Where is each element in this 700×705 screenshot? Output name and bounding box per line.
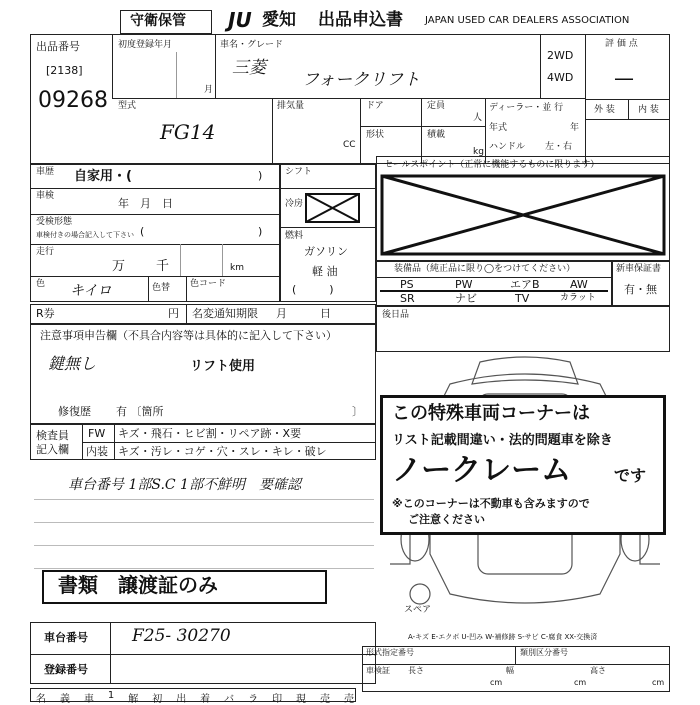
notice-line-5: ご注意ください — [408, 513, 485, 526]
new-car-value: 有・無 — [624, 283, 657, 296]
footer-cell: 義 — [59, 694, 70, 705]
eval-value: — — [614, 66, 634, 90]
exterior-label: 外 装 — [594, 105, 615, 115]
class-number-label: 類別区分番号 — [520, 648, 568, 657]
inspection-label: 車検 — [36, 191, 55, 201]
mileage-label: 走行 — [36, 247, 55, 257]
footer-cell: 印 — [272, 694, 283, 705]
year-unit: 年 — [570, 123, 580, 133]
width-label: 幅 — [506, 666, 514, 675]
equipment-label: 装備品（純正品に限り◯をつけてください） — [394, 264, 576, 274]
name-grade-label: 車名・グレード — [220, 40, 284, 50]
reg-row-label: 車検証 — [366, 666, 390, 675]
chassis-value: F25- 30270 — [132, 626, 231, 646]
fuel-label: 燃料 — [285, 231, 304, 241]
reg-label: 登録番号 — [44, 663, 88, 676]
first-reg-label: 初度登録年月 — [118, 40, 173, 50]
ac-label: 冷房 — [285, 199, 304, 209]
cm-unit-3: cm — [652, 678, 665, 687]
receive-label: 受検形態 — [36, 217, 73, 227]
load-label: 積載 — [427, 130, 446, 140]
recycle-label: 名変通知期限 — [192, 307, 258, 320]
length-label: 長さ — [408, 666, 424, 675]
interior-label: 内 装 — [638, 105, 659, 115]
color-code-label: 色コード — [190, 279, 227, 289]
notice-line-2: リスト記載間違い・法的問題車を除き — [392, 433, 613, 448]
color-label: 色 — [36, 279, 46, 289]
footer-cell: 着 — [200, 694, 211, 705]
spare-label: スペア — [404, 605, 432, 615]
year-label: 年式 — [489, 123, 508, 133]
sales-point-crossed-box — [380, 174, 666, 256]
footer-cells — [36, 690, 354, 705]
chassis-label: 車台番号 — [44, 631, 88, 644]
org-name: 愛知 — [262, 10, 296, 30]
notice-line-3-suffix: です — [614, 466, 647, 485]
equip-pw: PW — [455, 278, 473, 291]
eval-label: 評 価 点 — [605, 39, 638, 49]
drive-4wd: 4WD — [547, 71, 574, 84]
handle-label: ハンドル — [489, 142, 526, 152]
notice-line-1: この特殊車両コーナーは — [392, 403, 590, 424]
lot-small-number: [2138] — [46, 64, 83, 77]
documents-label: 書類 譲渡証のみ — [58, 573, 218, 597]
inspector-in-items: キズ・汚レ・コゲ・穴・スレ・キレ・破レ — [118, 445, 327, 458]
fuel-light-oil: 軽 油 — [312, 265, 338, 278]
equip-sr: SR — [400, 292, 415, 305]
footer-cell: ラ — [248, 694, 259, 705]
footer-cell: 解 — [128, 694, 139, 705]
inspector-label-1: 検査員 — [36, 429, 69, 442]
receive-paren: ( — [140, 225, 145, 238]
cm-unit-1: cm — [490, 678, 503, 687]
shape-number-label: 形式指定番号 — [366, 648, 414, 657]
notes-typed: リフト使用 — [190, 359, 256, 374]
equip-carat: カラット — [560, 293, 596, 303]
kg-unit: kg — [473, 147, 484, 157]
footer-cell: 車 — [83, 694, 94, 705]
history-value: 自家用・( — [74, 169, 132, 184]
lot-label: 出品番号 — [36, 40, 80, 53]
color-value: キイロ — [70, 283, 112, 299]
equip-airbag: エアB — [510, 278, 540, 291]
inspector-fw: FW — [88, 427, 106, 440]
type-value: FG14 — [160, 120, 216, 144]
inspector-handwritten: 車台番号 1部S.C 1部不鮮明 要確認 — [68, 477, 301, 493]
receive-note: 車検付きの場合記入して下さい — [36, 231, 134, 239]
displacement-label: 排気量 — [277, 101, 305, 111]
r-ticket-label: R券 — [36, 307, 55, 320]
inspection-ymd: 年 月 日 — [118, 197, 173, 210]
fuel-gasoline: ガソリン — [304, 245, 348, 258]
receive-paren-close: ) — [258, 225, 263, 238]
maker-name: 三菱 — [232, 58, 266, 78]
person-unit: 人 — [473, 113, 483, 123]
inspector-label-2: 記入欄 — [36, 443, 69, 456]
footer-cell: 売 — [343, 694, 354, 705]
history-paren-close: ) — [258, 169, 263, 182]
damage-legend: A-キズ E-エクボ U-凹み W-補修跡 S-サビ C-腐食 XX-交換済 — [408, 633, 598, 641]
storage-label: 守衛保管 — [130, 13, 186, 29]
cc-unit: CC — [343, 140, 356, 150]
new-car-label: 新車保証書 — [616, 264, 662, 274]
mileage-km: km — [230, 263, 244, 273]
page-title: 出品申込書 — [318, 10, 403, 30]
mileage-sen: 千 — [156, 259, 170, 274]
equip-navi: ナビ — [455, 292, 477, 305]
door-label: ドア — [366, 101, 384, 111]
r-ticket-unit: 円 — [168, 307, 179, 320]
equip-tv: TV — [515, 292, 530, 305]
shift-label: シフト — [285, 167, 313, 177]
after-items-block — [376, 306, 670, 352]
inspector-fw-items: キズ・飛石・ヒビ割・リペア跡・X要 — [118, 427, 302, 440]
footer-cell: 1 — [107, 690, 115, 701]
ac-crossed-box — [305, 193, 360, 223]
repair-value: 有 〔箇所 — [116, 405, 164, 418]
shape-label: 形状 — [366, 130, 385, 140]
color-change: 色替 — [152, 283, 171, 293]
notice-line-4: ※このコーナーは不動車も含みますので — [392, 497, 590, 510]
notes-label: 注意事項申告欄（不具合内容等は具体的に記入して下さい） — [40, 329, 337, 342]
footer-cell: 現 — [296, 694, 307, 705]
repair-label: 修復歴 — [58, 405, 91, 418]
inspector-in: 内装 — [86, 445, 108, 458]
repair-close: 〕 — [352, 405, 363, 418]
after-items-label: 後日品 — [382, 310, 410, 320]
drive-2wd: 2WD — [547, 49, 574, 62]
type-label: 型式 — [118, 101, 137, 111]
history-label: 車歴 — [36, 167, 55, 177]
footer-cell: 売 — [320, 694, 330, 705]
fuel-paren: ( ) — [292, 283, 334, 296]
cm-unit-2: cm — [574, 678, 587, 687]
recycle-month-day: 月 日 — [276, 307, 331, 320]
footer-cell: バ — [224, 694, 235, 705]
notes-handwritten: 鍵無し — [48, 354, 97, 373]
height-label: 高さ — [590, 666, 606, 675]
equip-aw: AW — [570, 278, 588, 291]
footer-cell: 初 — [152, 694, 163, 705]
handle-value: 左・右 — [545, 142, 573, 152]
sales-point-label: セールスポイント（正常に機能するものに限ります） — [384, 160, 600, 170]
mileage-man: 万 — [112, 259, 126, 274]
equip-ps: PS — [400, 278, 414, 291]
logo: JU — [228, 8, 252, 32]
footer-cell: 名 — [36, 694, 46, 705]
lot-number: 09268 — [38, 88, 108, 113]
notice-line-3: ノークレーム — [392, 453, 572, 488]
dealer-label: ディーラー・並 行 — [489, 103, 564, 113]
model-name: フォークリフト — [302, 70, 421, 90]
capacity-label: 定員 — [427, 101, 446, 111]
month-unit: 月 — [204, 85, 214, 95]
association-name: JAPAN USED CAR DEALERS ASSOCIATION — [425, 15, 630, 26]
footer-cell: 出 — [176, 694, 187, 705]
